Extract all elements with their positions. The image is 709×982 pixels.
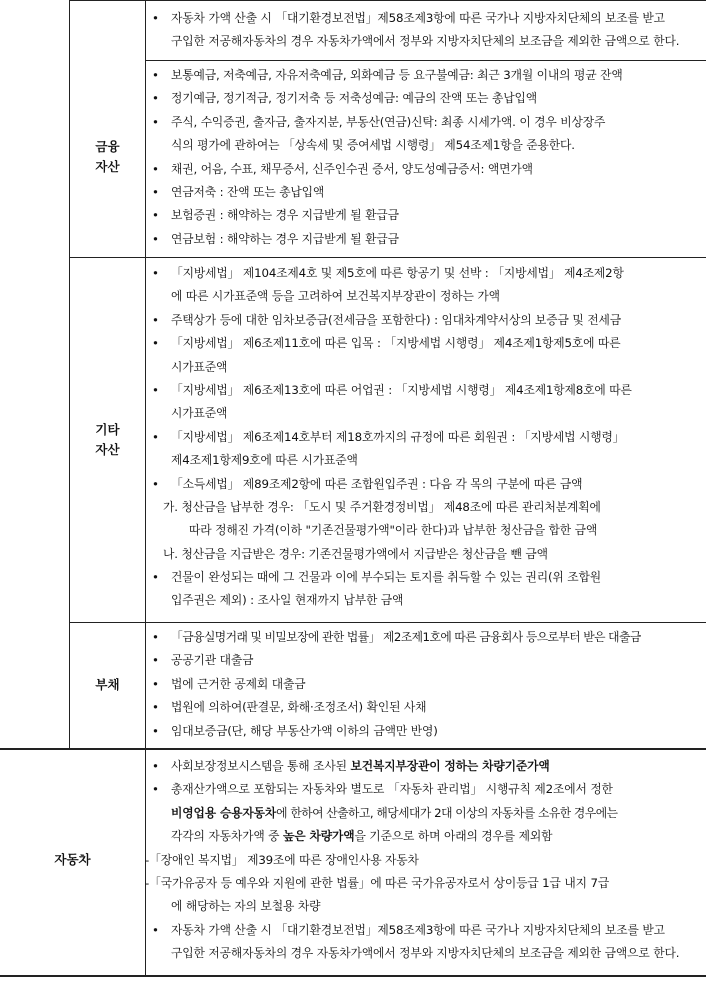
list-item: [152, 919, 679, 942]
item-text: 「지방세법」 제104조제4호 및 제5호에 따른 항공기 및 선박 : 「지방세법」 제4조제2항: [171, 266, 624, 280]
list-item: [152, 228, 623, 251]
item-text: 입주권은 제외) : 조사일 현재까지 납부한 금액: [171, 593, 404, 608]
category-label: 자산: [95, 442, 120, 457]
category-label: 자산: [95, 159, 120, 174]
item-text: -「국가유공자 등 예우와 지원에 관한 법률」에 따른 국가유공자로서 상이등급 1급 내지 7급: [145, 875, 610, 890]
list-item-cont: [152, 825, 679, 848]
item-text: 보험증권 : 해약하는 경우 지급받게 될 환급금: [171, 208, 399, 223]
list-item: [152, 379, 632, 402]
bullet: •: [152, 782, 159, 797]
category-label: 자동차: [54, 852, 91, 867]
bullet: •: [152, 570, 159, 585]
rule-after-other: [70, 622, 706, 623]
bullet: •: [152, 382, 159, 397]
rule-bottom: [0, 975, 706, 977]
item-text: [152, 829, 552, 843]
item-text: 법에 근거한 공제회 대출금: [171, 676, 306, 691]
item-text: 가. 청산금을 납부한 경우: 「도시 및 주거환경정비법」 제48조에 따른 관리처분계획에: [163, 499, 601, 514]
list-item: [152, 473, 632, 496]
category-label: 기타: [95, 422, 120, 437]
text-run: 을 기준으로 하며 아래의 경우를 제외함: [354, 829, 553, 844]
col-left-border: [69, 0, 70, 749]
text-run: 각각의 자동차가액 중: [171, 829, 284, 844]
other-items: [152, 262, 632, 613]
list-item: [152, 626, 641, 649]
list-item: [152, 755, 679, 778]
list-item-cont: [152, 356, 632, 379]
list-item-cont: [152, 285, 632, 308]
item-text: 「소득세법」 제89조제2항에 따른 조합원입주권 : 다음 각 목의 구분에 따른 금액: [171, 476, 583, 491]
item-text: 연금저축 : 잔액 또는 총납입액: [171, 184, 325, 199]
item-text: 「지방세법」 제6조제11호에 따른 입목 : 「지방세법 시행령」 제4조제1항제5호에 따른: [171, 336, 621, 351]
text-run-bold: 높은 차량가액: [283, 829, 355, 844]
bullet: •: [152, 630, 159, 644]
item-text: 주식, 수익증권, 출자금, 출자지분, 부동산(연금)신탁: 최종 시세가액. 이 경우 비상장주: [171, 114, 606, 129]
rule-after-financial: [70, 257, 706, 258]
bullet: •: [152, 208, 159, 223]
bullet: •: [152, 11, 159, 25]
bullet: •: [152, 723, 159, 738]
bullet: •: [152, 759, 159, 773]
item-text: 「지방세법」 제6조제13호에 따른 어업권 : 「지방세법 시행령」 제4조제1항제8호에 따른: [171, 382, 632, 397]
bullet: •: [152, 700, 159, 715]
list-item: [152, 262, 632, 285]
bullet: •: [152, 114, 159, 129]
category-label: 부채: [95, 677, 120, 692]
list-item: [152, 720, 641, 743]
bullet: •: [152, 676, 159, 691]
bullet: •: [152, 312, 159, 327]
item-text: [152, 806, 618, 820]
item-text: 시가표준액: [171, 406, 228, 421]
item-text: 공공기관 대출금: [171, 653, 254, 668]
item-text: 식의 평가에 관하여는 「상속세 및 증여세법 시행령」 제54조제1항을 준용한다.: [171, 138, 575, 153]
rule-after-debt: [0, 748, 706, 750]
bullet: •: [152, 429, 159, 444]
bullet: •: [152, 922, 159, 937]
item-text: 정기예금, 정기적금, 정기저축 등 저축성예금: 예금의 잔액 또는 총납입액: [171, 91, 537, 106]
list-item-cont: [152, 942, 679, 965]
text-run-bold: 비영업용 승용자동차: [171, 805, 277, 820]
list-item: [152, 332, 632, 355]
list-item: [152, 673, 641, 696]
item-text: 구입한 저공해자동차의 경우 자동차가액에서 정부와 지방자치단체의 보조금을 제외한 금액으로 한다.: [171, 946, 680, 961]
category-other-assets: [70, 420, 145, 460]
top-items: [152, 7, 679, 54]
item-text: 임대보증금(단, 해당 부동산가액 이하의 금액만 반영): [171, 723, 438, 738]
item-text: 채권, 어음, 수표, 채무증서, 신주인수권 증서, 양도성예금증서: 액면가액: [171, 161, 533, 176]
item-text: 자동차 가액 산출 시 「대기환경보전법」제58조제3항에 따른 국가나 지방자치단체의 보조를 받고: [171, 922, 665, 937]
sub-item-a-cont: [152, 519, 632, 542]
list-item-cont: [152, 802, 679, 825]
list-item: [152, 111, 623, 134]
category-car: [0, 850, 145, 870]
bullet: •: [152, 266, 159, 280]
item-text: 건물이 완성되는 때에 그 건물과 이에 부수되는 토지를 취득할 수 있는 권리(위 조합원: [171, 570, 602, 585]
list-item-cont: [152, 30, 679, 53]
item-text: 연금보험 : 해약하는 경우 지급받게 될 환급금: [171, 231, 399, 246]
item-text: 「금융실명거래 및 비밀보장에 관한 법률」 제2조제1호에 따른 금융회사 등으로부터 받은 대출금: [171, 630, 641, 644]
list-item: [152, 426, 632, 449]
bullet: •: [152, 91, 159, 106]
item-text: 총재산가액으로 포함되는 자동차와 별도로 「자동차 관리법」 시행규칙 제2조에서 정한: [171, 782, 613, 797]
list-item: [152, 649, 641, 672]
list-item: [152, 309, 632, 332]
bullet: •: [152, 476, 159, 491]
bullet: •: [152, 184, 159, 199]
list-item-cont: [152, 134, 623, 157]
text-run-bold: 보건복지부장관이 정하는 차량기준가액: [350, 759, 550, 773]
text-run: 사회보장정보시스템을 통해 조사된: [171, 759, 351, 773]
dash-item-cont: [152, 895, 679, 918]
list-item: [152, 64, 623, 87]
item-text: 시가표준액: [171, 359, 228, 374]
dash-item: [145, 872, 679, 895]
sub-item-a: [152, 496, 632, 519]
item-text: 법원에 의하여(판결문, 화해·조정조서) 확인된 사채: [171, 700, 427, 715]
category-label: 금융: [95, 139, 120, 154]
bullet: •: [152, 68, 159, 82]
item-text: 보통예금, 저축예금, 자유저축예금, 외화예금 등 요구불예금: 최근 3개월 이내의 평균 잔액: [171, 68, 623, 82]
bullet: •: [152, 336, 159, 351]
item-text: 따라 정해진 가격(이하 "기존건물평가액"이라 한다)과 납부한 청산금을 합한 금액: [189, 523, 598, 538]
list-item-cont: [152, 449, 632, 472]
item-text: 「지방세법」 제6조제14호부터 제18호까지의 규정에 따른 회원권 : 「지방세법 시행령」: [171, 429, 625, 444]
list-item: [152, 181, 623, 204]
list-item: [152, 566, 632, 589]
item-text: 자동차 가액 산출 시 「대기환경보전법」제58조제3항에 따른 국가나 지방자치단체의 보조를 받고: [171, 11, 665, 25]
list-item: [152, 87, 623, 110]
item-text: 제4조제1항제9호에 따른 시가표준액: [171, 453, 358, 468]
item-text: 나. 청산금을 지급받은 경우: 기존건물평가액에서 지급받은 청산금을 뺀 금액: [163, 546, 548, 561]
item-text: 주택상가 등에 대한 임차보증금(전세금을 포함한다) : 임대차계약서상의 보증금 및 전세금: [171, 312, 621, 327]
dash-item: [145, 849, 679, 872]
item-text: 에 해당하는 자의 보철용 차량: [171, 899, 321, 914]
col-divider-upper: [145, 0, 146, 749]
bullet: •: [152, 653, 159, 668]
item-text: [152, 759, 550, 773]
sub-item-b: [152, 543, 632, 566]
item-text: 구입한 저공해자동차의 경우 자동차가액에서 정부와 지방자치단체의 보조금을 제외한 금액으로 한다.: [171, 34, 680, 49]
list-item-cont: [152, 402, 632, 425]
list-item: [152, 778, 679, 801]
list-item: [152, 7, 679, 30]
bullet: •: [152, 161, 159, 176]
category-financial-assets: [70, 137, 145, 177]
debt-items: [152, 626, 641, 743]
item-text: 에 따른 시가표준액 등을 고려하여 보건복지부장관이 정하는 가액: [171, 289, 500, 304]
list-item: [152, 696, 641, 719]
bullet: •: [152, 231, 159, 246]
list-item-cont: [152, 589, 632, 612]
category-debt: [70, 675, 145, 695]
item-text: -「장애인 복지법」 제39조에 따른 장애인사용 자동차: [145, 852, 419, 867]
rule-after-top: [146, 60, 706, 61]
car-items: [145, 755, 680, 966]
text-run: 에 한하여 산출하고, 해당세대가 2대 이상의 자동차를 소유한 경우에는: [276, 805, 618, 820]
list-item: [152, 158, 623, 181]
financial-items: [152, 64, 623, 251]
rule-top: [70, 0, 706, 1]
list-item: [152, 204, 623, 227]
